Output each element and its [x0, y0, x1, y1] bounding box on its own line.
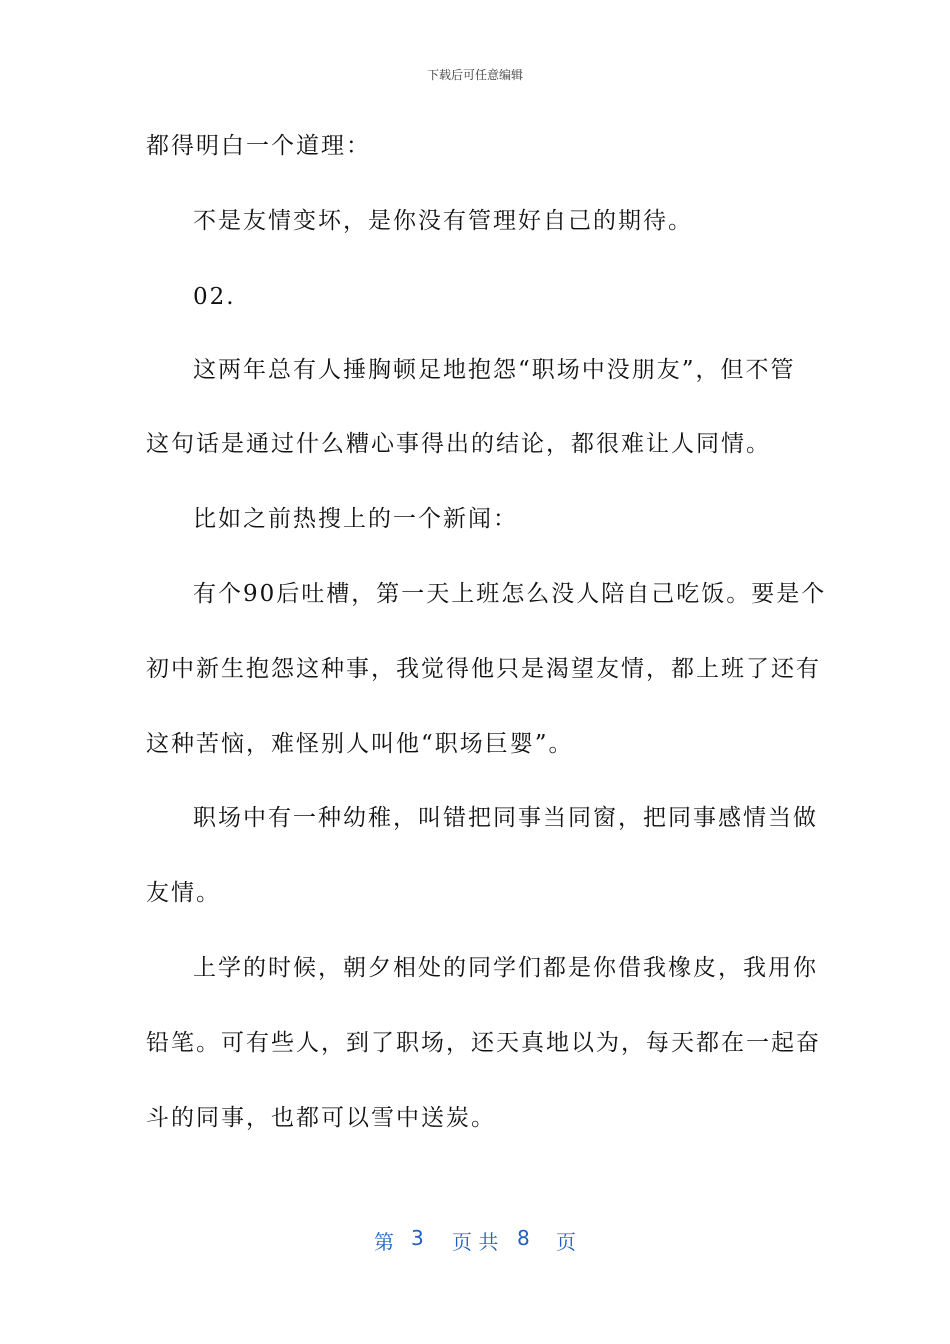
- text-line: 比如之前热搜上的一个新闻：: [193, 506, 518, 532]
- text-line: 斗的同事，也都可以雪中送炭。: [146, 1105, 496, 1131]
- text-line: 不是友情变坏，是你没有管理好自己的期待。: [193, 208, 693, 234]
- text-line: 这两年总有人捶胸顿足地抱怨“职场中没朋友”，但不管: [193, 357, 796, 383]
- text-line: 上学的时候，朝夕相处的同学们都是你借我橡皮，我用你: [193, 955, 818, 981]
- page-footer: [0, 1226, 950, 1252]
- text-line: 都得明白一个道理：: [146, 133, 371, 159]
- text-line: 这种苦恼，难怪别人叫他“职场巨婴”。: [146, 731, 574, 757]
- text-line: 友情。: [146, 880, 221, 906]
- page-header: 下载后可任意编辑: [426, 68, 523, 82]
- page-label-suffix: 页: [556, 1230, 576, 1254]
- current-page-number: 3: [411, 1226, 424, 1250]
- page-label-mid: 页 共: [452, 1230, 499, 1254]
- text-line: 有个90后吐槽，第一天上班怎么没人陪自己吃饭。要是个: [193, 581, 827, 607]
- text-line: 铅笔。可有些人，到了职场，还天真地以为，每天都在一起奋: [146, 1030, 821, 1056]
- total-pages-number: 8: [517, 1226, 530, 1250]
- text-line: 02.: [193, 284, 236, 310]
- text-line: 这句话是通过什么糟心事得出的结论，都很难让人同情。: [146, 431, 771, 457]
- page-label-prefix: 第: [374, 1230, 394, 1254]
- text-line: 初中新生抱怨这种事，我觉得他只是渴望友情，都上班了还有: [146, 656, 821, 682]
- text-line: 职场中有一种幼稚，叫错把同事当同窗，把同事感情当做: [193, 805, 818, 831]
